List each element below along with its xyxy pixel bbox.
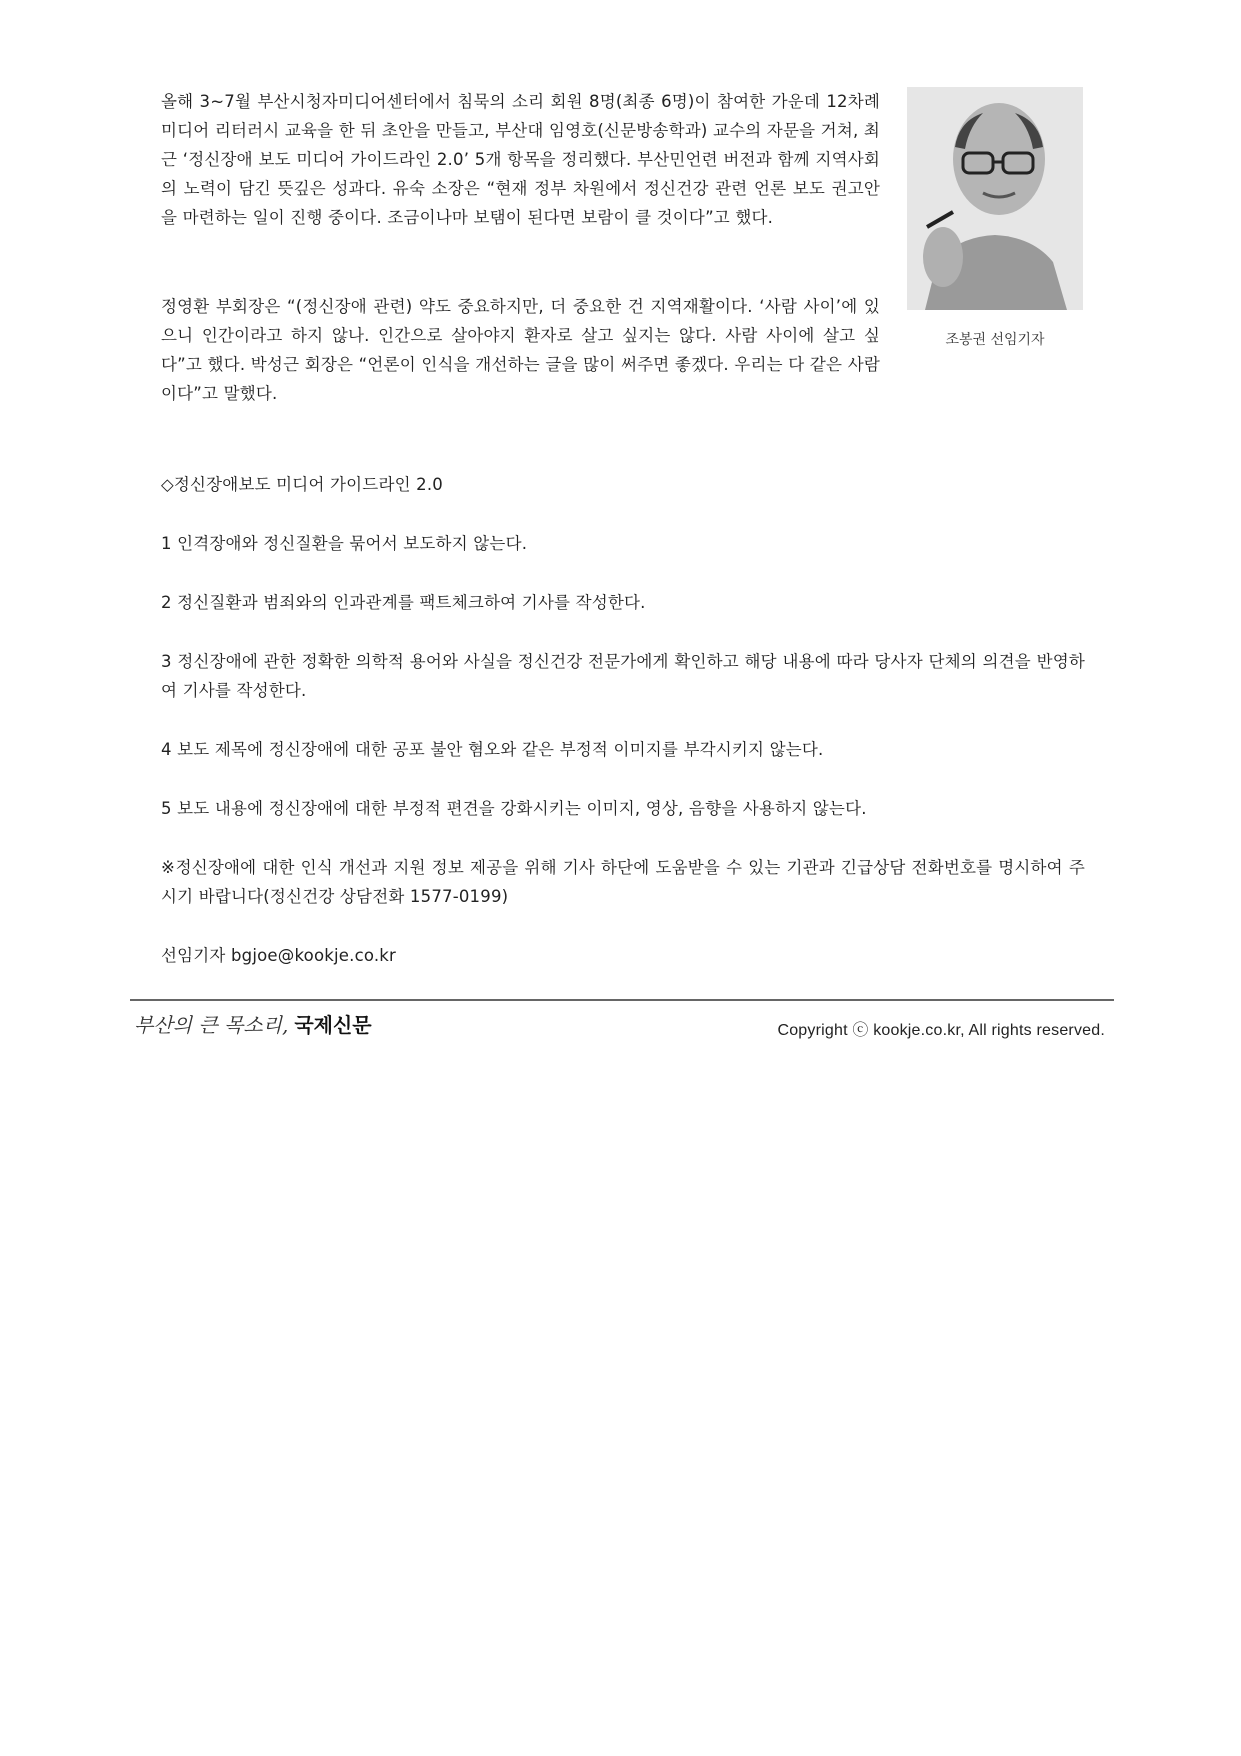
guideline-item-2: 2 정신질환과 범죄와의 인과관계를 팩트체크하여 기사를 작성한다. xyxy=(161,593,646,612)
guideline-item-5: 5 보도 내용에 정신장애에 대한 부정적 편견을 강화시키는 이미지, 영상, 음향을 사용하지 않는다. xyxy=(161,799,867,818)
reporter-photo xyxy=(907,87,1083,310)
footer-divider xyxy=(130,999,1114,1001)
article-paragraph-2: 정영환 부회장은 “(정신장애 관련) 약도 중요하지만, 더 중요한 건 지역재활이다. ‘사람 사이’에 있으니 인간이라고 하지 않나. 인간으로 살아야지 환자로 살고 싶지는 않다. 사람 사이에 살고 싶다”고 했다. 박성근 회장은 “언론이 인식을 개선하는 글을 많이 써주면 좋겠다. 우리는 다 같은 사람이다”고 말했다. xyxy=(161,297,880,403)
guideline-item-3: 3 정신장애에 관한 정확한 의학적 용어와 사실을 정신건강 전문가에게 확인하고 해당 내용에 따라 당사자 단체의 의견을 반영하여 기사를 작성한다. xyxy=(161,652,1085,700)
guideline-item-1: 1 인격장애와 정신질환을 묶어서 보도하지 않는다. xyxy=(161,534,528,553)
guideline-item-4: 4 보도 제목에 정신장애에 대한 공포 불안 혐오와 같은 부정적 이미지를 부각시키지 않는다. xyxy=(161,740,824,759)
photo-caption: 조봉권 선임기자 xyxy=(945,332,1045,348)
article-paragraph-1: 올해 3~7월 부산시청자미디어센터에서 침묵의 소리 회원 8명(최종 6명)이 참여한 가운데 12차례 미디어 리터러시 교육을 한 뒤 초안을 만들고, 부산대 임영호(신문방송학과) 교수의 자문을 거쳐, 최근 ‘정신장애 보도 미디어 가이드라인 2.0’ 5개 항목을 정리했다. 부산민언련 버전과 함께 지역사회의 노력이 담긴 뜻깊은 성과다. 유숙 소장은 “현재 정부 차원에서 정신건강 관련 언론 보도 권고안을 마련하는 일이 진행 중이다. 조금이나마 보탬이 된다면 보람이 클 것이다”고 했다. xyxy=(161,92,880,227)
byline: 선임기자 bgjoe@kookje.co.kr xyxy=(161,946,397,965)
footer-copyright: Copyright ⓒ kookje.co.kr, All rights reserved. xyxy=(777,1022,1105,1039)
footer-paper-name: 국제신문 xyxy=(294,1013,372,1037)
footer-logo xyxy=(134,1009,372,1038)
guideline-title: ◇정신장애보도 미디어 가이드라인 2.0 xyxy=(161,475,444,494)
reporter-portrait-icon xyxy=(907,87,1083,310)
footer-slogan-text: 부산의 큰 목소리, xyxy=(134,1013,289,1037)
notice-text: ※정신장애에 대한 인식 개선과 지원 정보 제공을 위해 기사 하단에 도움받을 수 있는 기관과 긴급상담 전화번호를 명시하여 주시기 바랍니다(정신건강 상담전화 1577-0199) xyxy=(161,858,1085,906)
